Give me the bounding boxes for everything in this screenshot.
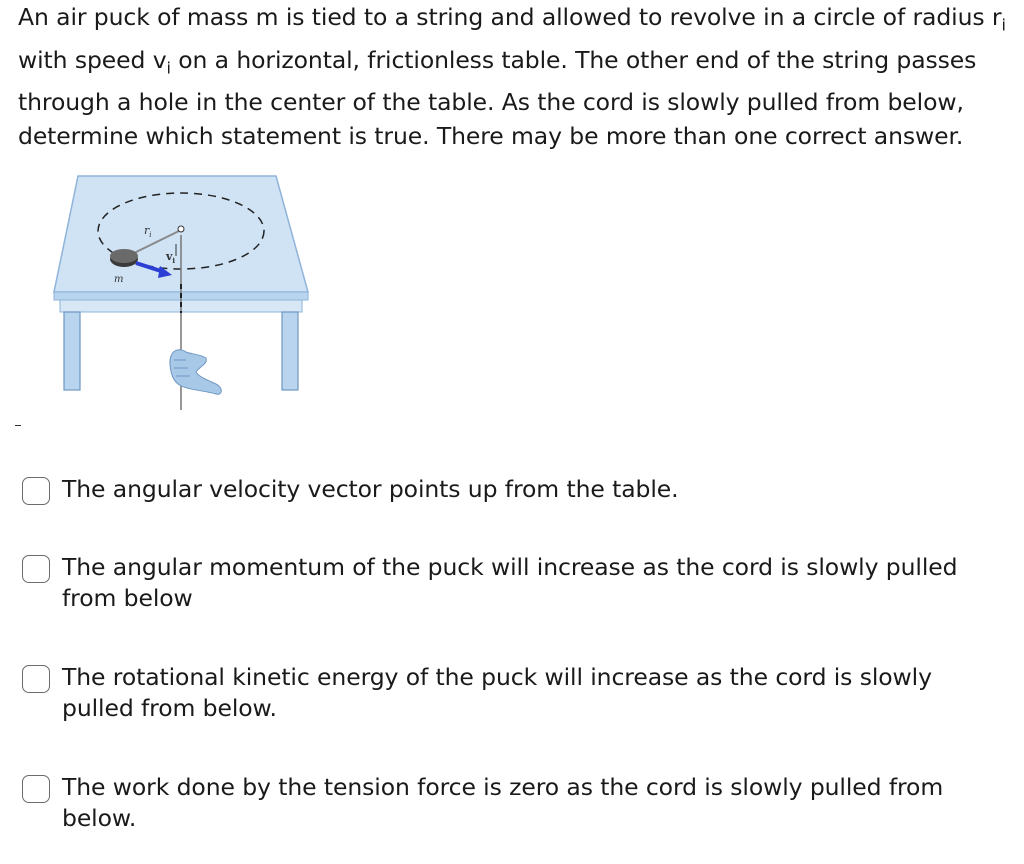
checkbox-option-3[interactable] — [22, 665, 50, 693]
speed-subscript: i — [166, 58, 171, 78]
table-leg-right — [282, 312, 298, 390]
radius-label: $r_i$ — [144, 224, 152, 239]
option-label-2: The angular momentum of the puck will increase as the cord is slowly pulled from below — [62, 553, 958, 612]
question-text — [18, 0, 1008, 153]
option-label-3: The rotational kinetic energy of the puck will increase as the cord is slowly pulled from below. — [62, 663, 932, 722]
question-part-1: An air puck of mass m is tied to a string and allowed to revolve in a circle of radius r — [18, 3, 1002, 31]
hand-pulling-cord — [170, 350, 221, 394]
table-leg-left — [64, 312, 80, 390]
velocity-label: $v_i$ — [166, 250, 176, 265]
checkbox-option-4[interactable] — [22, 775, 50, 803]
radius-subscript: i — [1001, 15, 1006, 35]
checkbox-option-2[interactable] — [22, 555, 50, 583]
question-part-2: with speed v — [18, 45, 167, 74]
stray-dash-mark — [15, 425, 21, 426]
center-hole — [178, 226, 184, 232]
checkbox-option-1[interactable] — [22, 477, 50, 505]
table-illustration — [40, 168, 340, 418]
question-part-3: on a horizontal, frictionless table. The other end of the string passes through a hole in the center of the table. As the cord is slowly pulled from below, determine which statement is true. There may be more than one correct answer. — [18, 45, 977, 151]
puck-top — [110, 249, 138, 263]
option-label-4: The work done by the tension force is zero as the cord is slowly pulled from below. — [62, 773, 944, 832]
air-puck-table-figure — [40, 168, 340, 418]
option-label-1: The angular velocity vector points up from the table. — [62, 475, 679, 503]
mass-label: m — [114, 274, 124, 285]
